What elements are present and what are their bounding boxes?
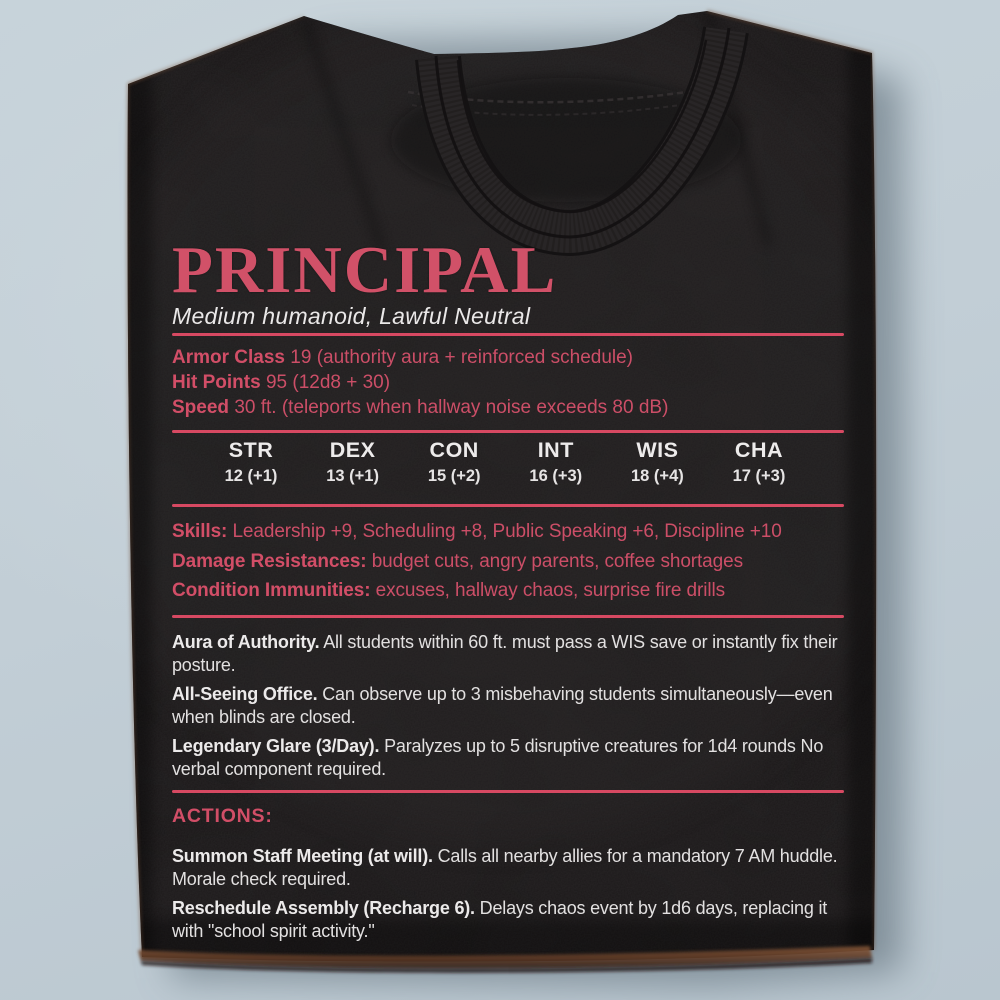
ability-score: 12 (+1) [224,467,278,485]
ability-score: 16 (+3) [529,467,583,485]
hit-points-label: Hit Points [172,372,261,393]
ability-score: 18 (+4) [631,467,684,485]
speed-value: 30 ft. (teleports when hallway noise exceeds 80 dB) [234,397,669,418]
action-text: Delays chaos event by 1d6 days, replacing it with "school spirit activity." [172,898,828,941]
creature-subtitle: Medium humanoid, Lawful Neutral [172,303,531,329]
trait-name: Legendary Glare (3/Day). [172,736,380,756]
trait-text: All students within 60 ft. must pass a WIS save or instantly fix their posture. [172,632,838,675]
ability-name: CHA [734,438,784,462]
ability-name: WIS [636,438,679,462]
damage-resistances-value: budget cuts, angry parents, coffee shortages [371,550,743,572]
ability-name: INT [537,438,574,462]
condition-immunities-label: Condition Immunities: [172,580,371,601]
ability-name: CON [429,438,479,462]
condition-immunities-value: excuses, hallway chaos, surprise fire drills [375,580,725,601]
ability-name: STR [228,438,274,462]
speed-label: Speed [172,397,230,418]
ability-score: 13 (+1) [326,467,379,485]
ability-name: DEX [329,438,376,462]
armor-class-value: 19 (authority aura + reinforced schedule) [290,347,634,368]
action-name: Summon Staff Meeting (at will). [172,846,433,866]
skills-value: Leadership +9, Scheduling +8, Public Speaking +6, Discipline +10 [232,521,782,542]
damage-resistances-label: Damage Resistances: [172,550,367,572]
action-text: Calls all nearby allies for a mandatory 7 AM huddle. Morale check required. [172,846,838,889]
skills-label: Skills: [172,521,228,542]
trait-text: Can observe up to 3 misbehaving students simultaneously—even when blinds are closed. [172,684,833,727]
actions-heading: ACTIONS: [172,805,273,827]
trait-name: Aura of Authority. [172,632,320,652]
trait-name: All-Seeing Office. [172,684,318,704]
armor-class-label: Armor Class [172,347,285,368]
trait-text: Paralyzes up to 5 disruptive creatures for 1d4 rounds No verbal component required. [172,736,824,779]
hit-points-value: 95 (12d8 + 30) [265,372,391,393]
creature-title: PRINCIPAL [172,233,558,307]
action-name: Reschedule Assembly (Recharge 6). [172,898,475,918]
ability-score: 15 (+2) [427,467,481,485]
ability-score: 17 (+3) [732,467,786,485]
